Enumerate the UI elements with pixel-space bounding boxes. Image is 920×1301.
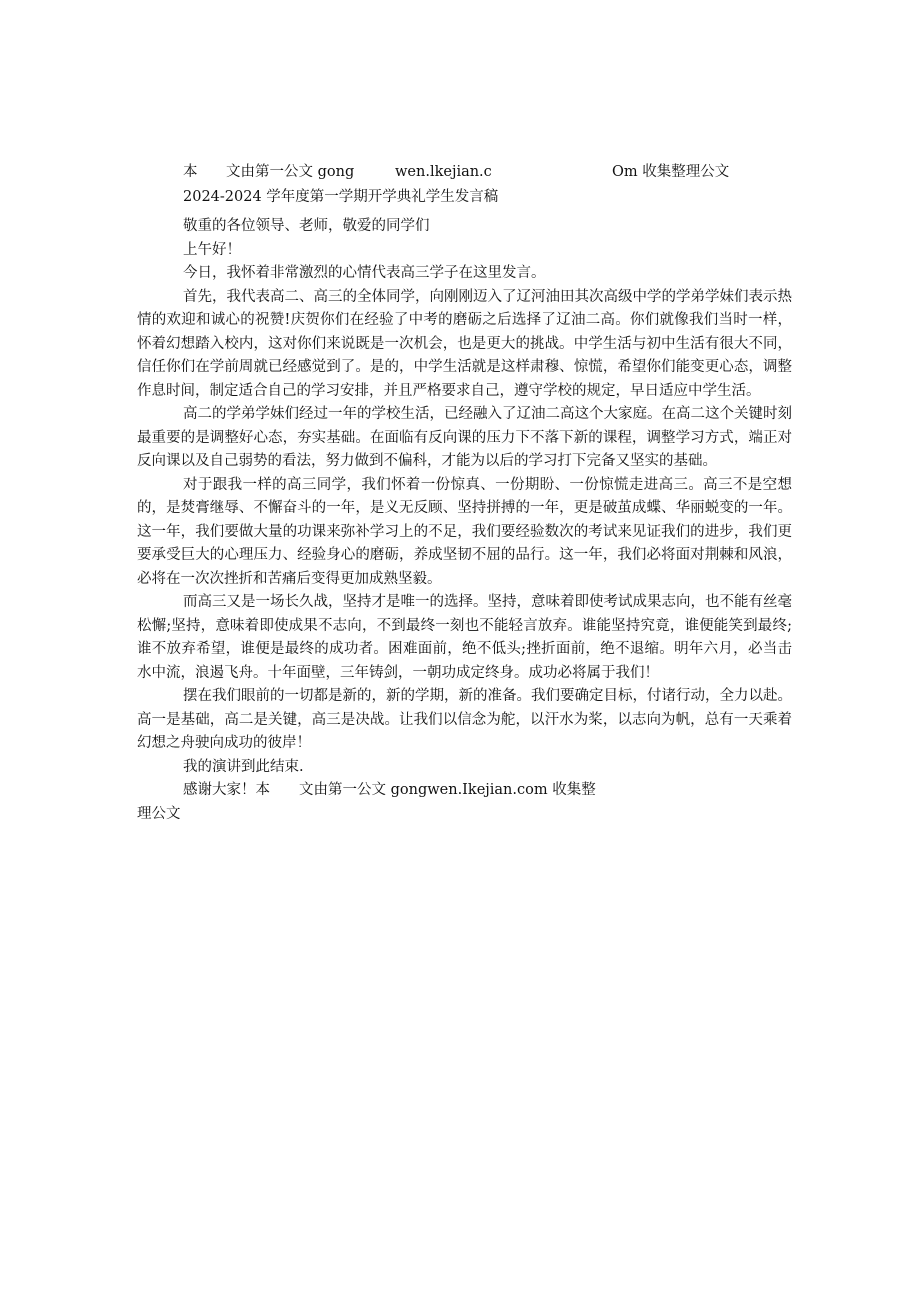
closing-tail: 理公文	[137, 805, 181, 822]
source-header	[183, 160, 743, 184]
greeting: 敬重的各位领导、老师，敬爱的同学们	[183, 218, 430, 234]
header-part-4: Om 收集整理公文	[612, 164, 730, 180]
paragraph-3: 对于跟我一样的高三同学，我们怀着一份惊真、一份期盼、一份惊慌走进高三。高三不是空想的，是焚膏继辱、不懈奋斗的一年，是义无反顾、坚持拼搏的一年，更是破茧成蝶、华丽蜕变的一年。这一年，我们要做大量的功课来弥补学习上的不足，我们要经验数次的考试来见证我们的进步，我们更要承受巨大的心理压力、经验身心的磨砺，养成坚韧不屈的品行。这一年，我们必将面对荆棘和风浪，必将在一次次挫折和苦痛后变得更加成熟坚毅。	[137, 476, 792, 587]
paragraph-2: 高二的学弟学妹们经过一年的学校生活，已经融入了辽油二高这个大家庭。在高二这个关键时刻最重要的是调整好心态，夯实基础。在面临有反向课的压力下不落下新的课程，调整学习方式，端正对反向课以及自己弱势的看法，努力做到不偏科，才能为以后的学习打下完备又坚实的基础。	[137, 406, 792, 469]
header-part-3: wen.lkejian.c	[395, 164, 492, 180]
paragraph-1: 首先，我代表高二、高三的全体同学，向刚刚迈入了辽河油田其次高级中学的学弟学妹们表示热情的欢迎和诚心的祝赞!庆贺你们在经验了中考的磨砺之后选择了辽油二高。你们就像我们当时一样，怀着幻想踏入校内，这对你们来说既是一次机会，也是更大的挑战。中学生活与初中生活有很大不同，信任你们在学前周就已经感觉到了。是的，中学生活就是这样肃穆、惊慌，希望你们能变更心态，调整作息时间，制定适合自己的学习安排，并且严格要求自己，遵守学校的规定，早日适应中学生活。	[137, 288, 792, 399]
paragraph-5: 摆在我们眼前的一切都是新的，新的学期，新的准备。我们要确定目标，付诸行动，全力以赴。高一是基础，高二是关键，高三是决战。让我们以信念为舵，以汗水为桨，以志向为帆，总有一天乘着幻想之舟驶向成功的彼岸！	[137, 688, 792, 751]
paragraph-4: 而高三又是一场长久战，坚持才是唯一的选择。坚持，意味着即使考试成果志向，也不能有丝毫松懈;坚持，意味着即使成果不志向，不到最终一刻也不能轻言放弃。谁能坚持究竟，谁便能笑到最终;谁不放弃希望，谁便是最终的成功者。困难面前，绝不低头;挫折面前，绝不退缩。明年六月，必当击水中流，浪遏飞舟。十年面壁，三年铸剑，一朝功成定终身。成功必将属于我们！	[137, 594, 792, 681]
speech-end: 我的演讲到此结束.	[183, 758, 304, 775]
closing-line: 感谢大家！本 文由第一公文 gongwen.Ikejian.com 收集整	[183, 782, 596, 798]
intro-paragraph: 今日，我怀着非常激烈的心情代表高三学子在这里发言。	[183, 265, 546, 281]
morning-greeting: 上午好！	[183, 241, 241, 258]
header-part-2: 文由第一公文 gong	[226, 164, 355, 180]
header-part-1: 本	[183, 164, 198, 180]
speech-body	[137, 215, 792, 826]
document-title: 2024-2024 学年度第一学期开学典礼学生发言稿	[183, 189, 499, 205]
